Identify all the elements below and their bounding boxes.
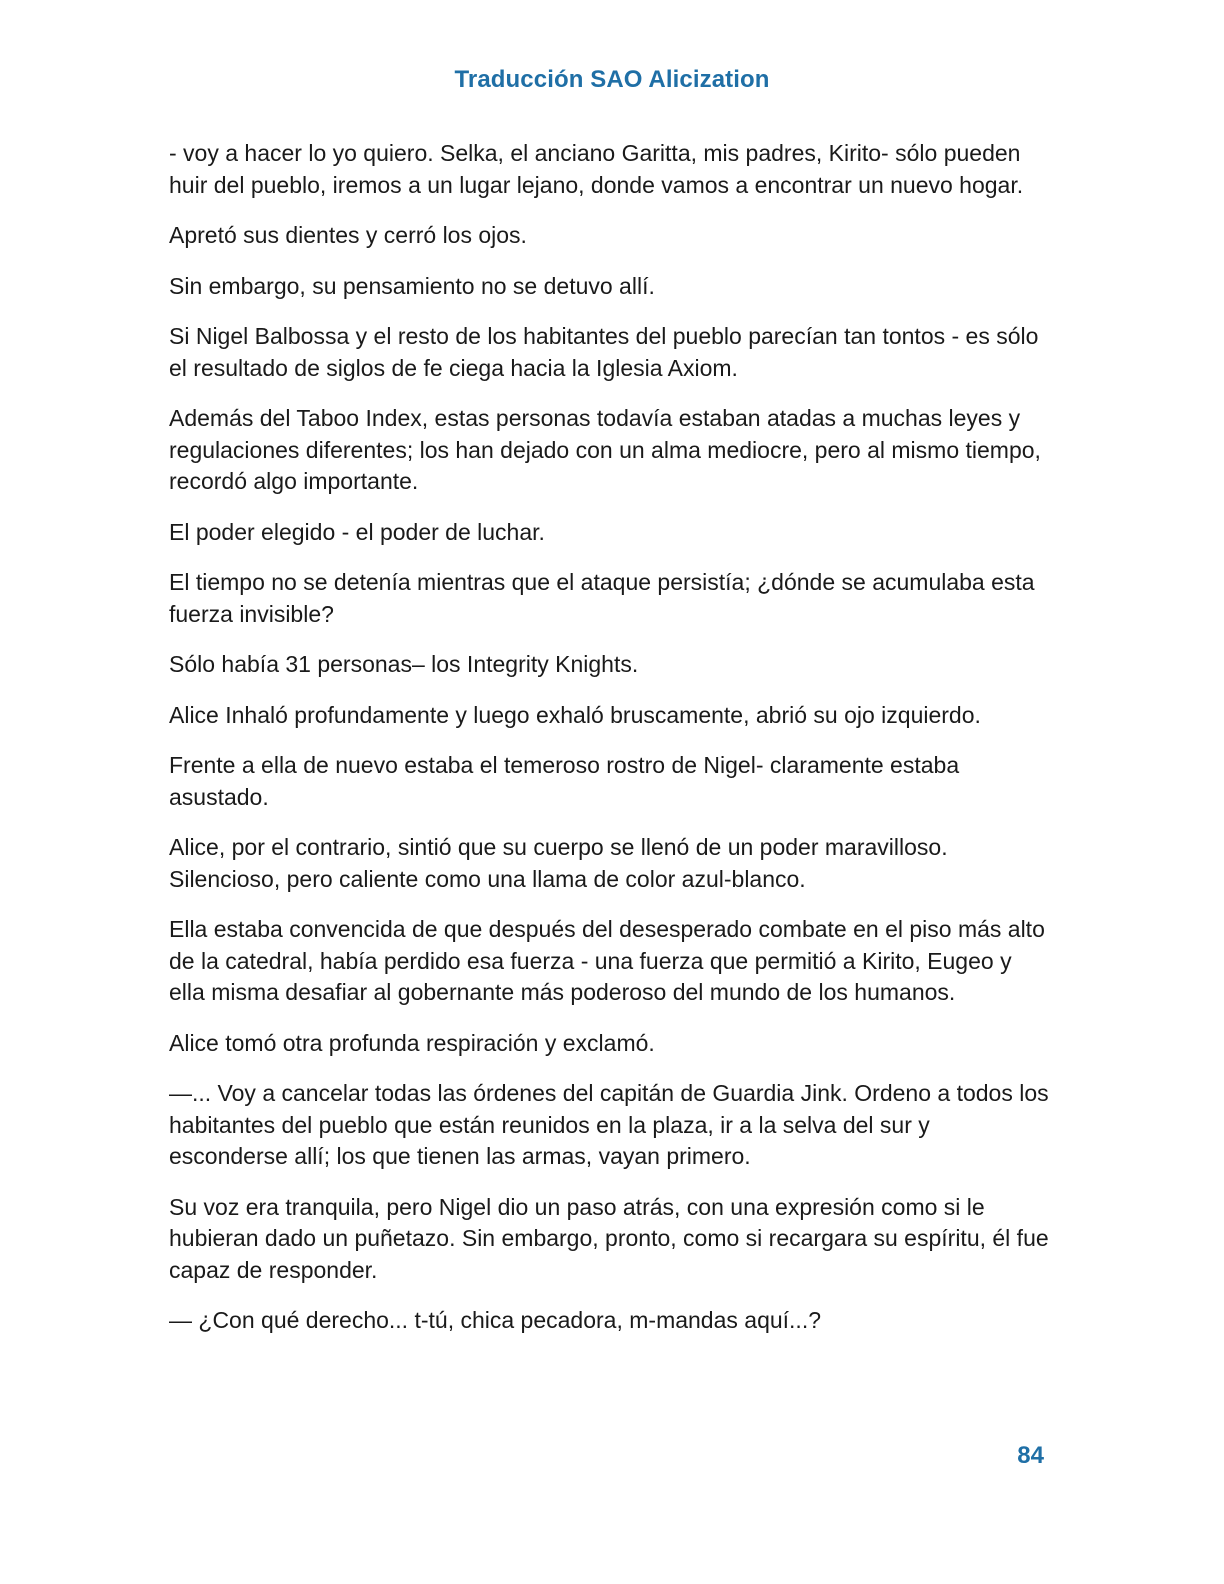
page-header-title: Traducción SAO Alicization (454, 66, 770, 93)
paragraph: —... Voy a cancelar todas las órdenes del capitán de Guardia Jink. Ordeno a todos los habitantes del pueblo que están reunidos en la plaza, ir a la selva del sur y esconderse allí; los que tienen las armas, vayan primero. (169, 1080, 1049, 1169)
paragraph: Alice, por el contrario, sintió que su cuerpo se llenó de un poder maravilloso. Silencioso, pero caliente como una llama de color azul-blanco. (169, 834, 948, 892)
paragraph: El tiempo no se detenía mientras que el ataque persistía; ¿dónde se acumulaba esta fuerza invisible? (169, 569, 1035, 627)
paragraph: Ella estaba convencida de que después del desesperado combate en el piso más alto de la catedral, había perdido esa fuerza - una fuerza que permitió a Kirito, Eugeo y ella misma desafiar al gobernante más poderoso del mundo de los humanos. (169, 916, 1045, 1005)
paragraph: — ¿Con qué derecho... t-tú, chica pecadora, m-mandas aquí...? (169, 1307, 822, 1333)
paragraph: Alice tomó otra profunda respiración y exclamó. (169, 1029, 655, 1056)
paragraph: Apretó sus dientes y cerró los ojos. (169, 222, 527, 248)
paragraph: - voy a hacer lo yo quiero. Selka, el anciano Garitta, mis padres, Kirito- sólo pueden huir del pueblo, iremos a un lugar lejano, donde vamos a encontrar un nuevo hogar. (169, 140, 1024, 198)
paragraph: Sólo había 31 personas– los Integrity Knights. (169, 651, 639, 677)
paragraph: Si Nigel Balbossa y el resto de los habitantes del pueblo parecían tan tontos - es sólo el resultado de siglos de fe ciega hacia la Iglesia Axiom. (169, 323, 1039, 381)
paragraph: Sin embargo, su pensamiento no se detuvo allí. (169, 272, 655, 299)
page-number: 84 (1017, 1442, 1044, 1469)
paragraph: Alice Inhaló profundamente y luego exhaló bruscamente, abrió su ojo izquierdo. (169, 701, 981, 728)
paragraph: El poder elegido - el poder de luchar. (169, 518, 545, 545)
paragraph: Su voz era tranquila, pero Nigel dio un paso atrás, con una expresión como si le hubieran dado un puñetazo. Sin embargo, pronto, como si recargara su espíritu, él fue capaz de responder. (169, 1193, 1049, 1283)
paragraph: Frente a ella de nuevo estaba el temeroso rostro de Nigel- claramente estaba asustado. (169, 752, 960, 810)
document-body (169, 138, 1049, 1356)
paragraph: Además del Taboo Index, estas personas todavía estaban atadas a muchas leyes y regulaciones diferentes; los han dejado con un alma mediocre, pero al mismo tiempo, recordó algo importante. (169, 405, 1041, 494)
